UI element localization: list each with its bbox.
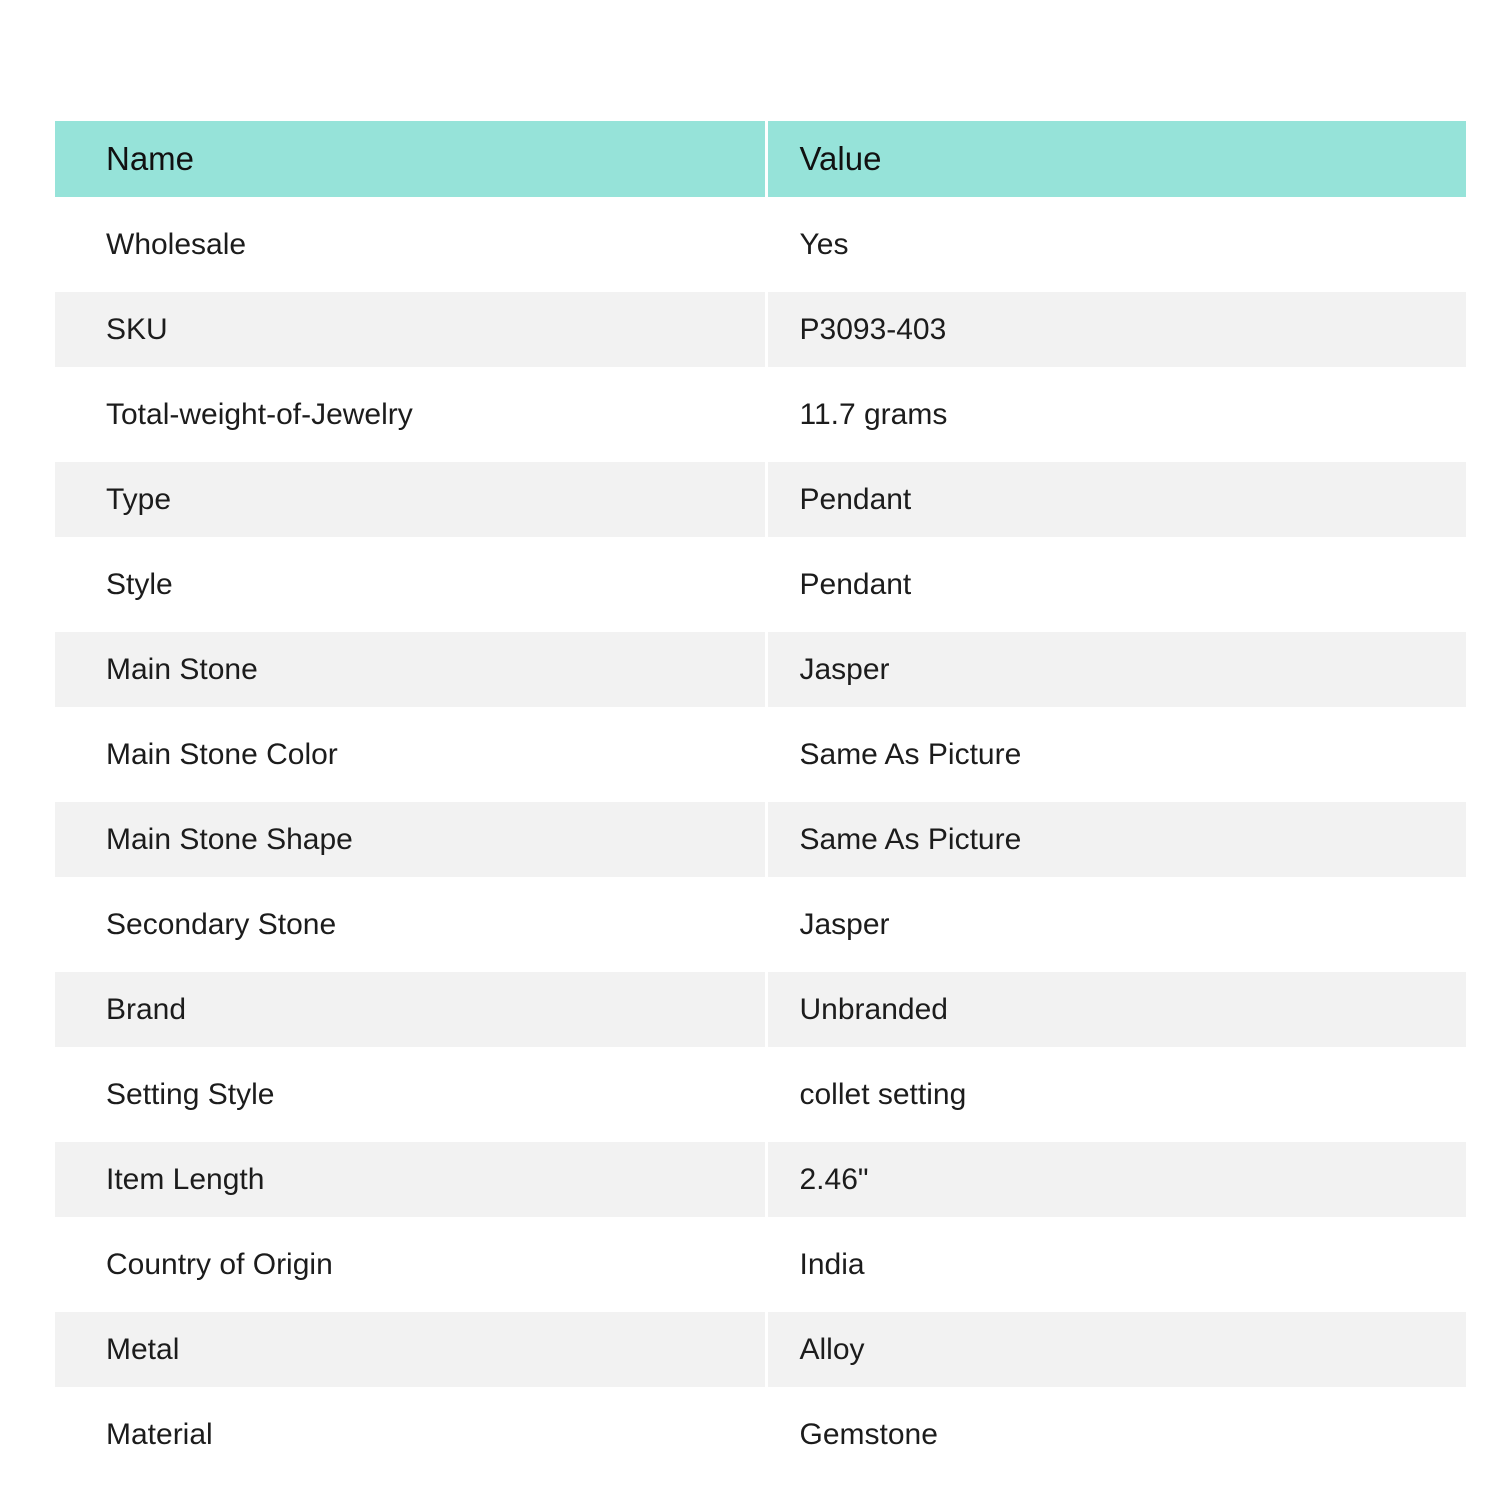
row-name-cell: Material xyxy=(55,1387,766,1482)
row-name-cell: Item Length xyxy=(55,1142,766,1217)
table-row xyxy=(55,1387,1466,1482)
table-row xyxy=(55,1047,1466,1142)
row-name-cell: Style xyxy=(55,537,766,632)
table-header xyxy=(55,121,1466,197)
row-value-cell: P3093-403 xyxy=(766,292,1466,367)
table-row xyxy=(55,707,1466,802)
row-value-cell: Same As Picture xyxy=(766,802,1466,877)
table-row xyxy=(55,802,1466,877)
row-name-cell: Wholesale xyxy=(55,197,766,292)
specifications-table xyxy=(55,121,1466,1482)
table-row xyxy=(55,292,1466,367)
row-value-cell: Alloy xyxy=(766,1312,1466,1387)
row-value-cell: Yes xyxy=(766,197,1466,292)
row-name-cell: Main Stone Color xyxy=(55,707,766,802)
row-name-cell: Main Stone Shape xyxy=(55,802,766,877)
row-name-cell: Main Stone xyxy=(55,632,766,707)
row-value-cell: 2.46" xyxy=(766,1142,1466,1217)
table-row xyxy=(55,1217,1466,1312)
row-name-cell: Secondary Stone xyxy=(55,877,766,972)
row-value-cell: collet setting xyxy=(766,1047,1466,1142)
row-value-cell: Same As Picture xyxy=(766,707,1466,802)
header-row xyxy=(55,121,1466,197)
table-row xyxy=(55,462,1466,537)
row-name-cell: Brand xyxy=(55,972,766,1047)
table-row xyxy=(55,367,1466,462)
table-row xyxy=(55,877,1466,972)
row-value-cell: 11.7 grams xyxy=(766,367,1466,462)
row-name-cell: Total-weight-of-Jewelry xyxy=(55,367,766,462)
row-value-cell: Pendant xyxy=(766,462,1466,537)
row-value-cell: Jasper xyxy=(766,877,1466,972)
row-value-cell: Gemstone xyxy=(766,1387,1466,1482)
row-value-cell: India xyxy=(766,1217,1466,1312)
table-row xyxy=(55,1142,1466,1217)
row-name-cell: Type xyxy=(55,462,766,537)
row-name-cell: SKU xyxy=(55,292,766,367)
row-name-cell: Setting Style xyxy=(55,1047,766,1142)
row-name-cell: Country of Origin xyxy=(55,1217,766,1312)
row-value-cell: Jasper xyxy=(766,632,1466,707)
table-row xyxy=(55,537,1466,632)
table-row xyxy=(55,1312,1466,1387)
header-value: Value xyxy=(766,121,1466,197)
table-row xyxy=(55,632,1466,707)
row-value-cell: Pendant xyxy=(766,537,1466,632)
table-row xyxy=(55,197,1466,292)
row-value-cell: Unbranded xyxy=(766,972,1466,1047)
header-name: Name xyxy=(55,121,766,197)
table-row xyxy=(55,972,1466,1047)
row-name-cell: Metal xyxy=(55,1312,766,1387)
table-body xyxy=(55,197,1466,1482)
